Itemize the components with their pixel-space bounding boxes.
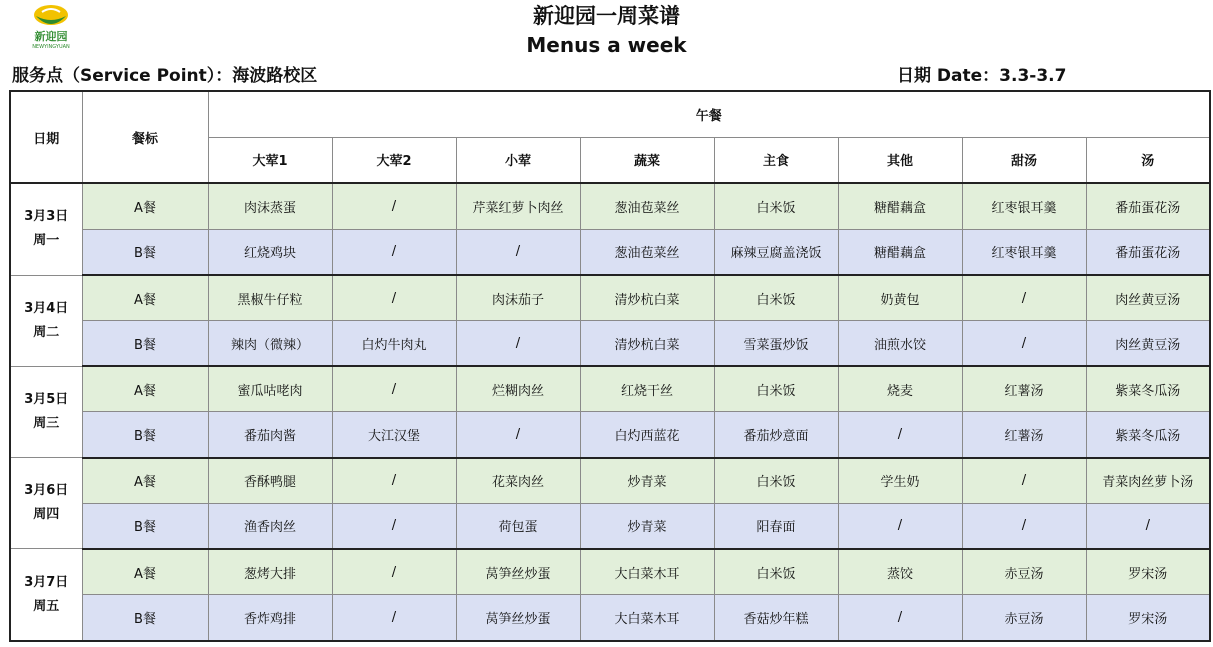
dish-cell: 番茄蛋花汤 <box>1086 183 1210 229</box>
dish-cell: / <box>332 229 456 275</box>
dish-cell: 阳春面 <box>714 503 838 549</box>
dish-cell: 大白菜木耳 <box>580 595 714 641</box>
meal-header: 餐标 <box>82 91 208 183</box>
dish-cell: 肉丝黄豆汤 <box>1086 275 1210 321</box>
day-cell <box>10 549 82 641</box>
dish-cell: 赤豆汤 <box>962 549 1086 595</box>
meal-label: B餐 <box>82 595 208 641</box>
dish-cell: / <box>332 458 456 504</box>
dish-cell: 葱油苞菜丝 <box>580 229 714 275</box>
dish-cell: 青菜肉丝萝卜汤 <box>1086 458 1210 504</box>
dish-cell: / <box>332 595 456 641</box>
table-row <box>10 412 1210 458</box>
dish-cell: 肉沫蒸蛋 <box>208 183 332 229</box>
day-weekday: 周三 <box>33 415 60 431</box>
dish-cell: 肉沫茄子 <box>456 275 580 321</box>
day-date: 3月6日 <box>24 483 69 499</box>
dish-cell: / <box>332 503 456 549</box>
day-date: 3月7日 <box>24 574 69 590</box>
dish-cell: / <box>332 366 456 412</box>
dish-cell: / <box>962 503 1086 549</box>
dish-cell: / <box>332 183 456 229</box>
dish-cell: 炒青菜 <box>580 503 714 549</box>
date-range: 日期 Date：3.3-3.7 <box>897 66 1067 86</box>
meal-label: B餐 <box>82 412 208 458</box>
dish-cell: 芹菜红萝卜肉丝 <box>456 183 580 229</box>
dish-cell: 蜜瓜咕咾肉 <box>208 366 332 412</box>
dish-cell: 白米饭 <box>714 549 838 595</box>
table-row <box>10 595 1210 641</box>
page-title: 新迎园一周菜谱 <box>533 4 680 28</box>
dish-cell: 香菇炒年糕 <box>714 595 838 641</box>
dish-cell: 白米饭 <box>714 366 838 412</box>
day-date: 3月3日 <box>24 209 69 225</box>
weekly-menu-table <box>9 90 1211 642</box>
meal-label: B餐 <box>82 503 208 549</box>
column-header: 其他 <box>838 137 962 183</box>
dish-cell: 罗宋汤 <box>1086 595 1210 641</box>
meal-label: B餐 <box>82 229 208 275</box>
table-row <box>10 549 1210 595</box>
dish-cell: 番茄炒意面 <box>714 412 838 458</box>
dish-cell: / <box>838 503 962 549</box>
column-header: 大荤1 <box>208 137 332 183</box>
lunch-header: 午餐 <box>208 91 1210 137</box>
dish-cell: / <box>1086 503 1210 549</box>
date-header: 日期 <box>10 91 82 183</box>
table-row <box>10 366 1210 412</box>
day-cell <box>10 275 82 366</box>
dish-cell: / <box>332 549 456 595</box>
column-header: 汤 <box>1086 137 1210 183</box>
dish-cell: 大白菜木耳 <box>580 549 714 595</box>
dish-cell: 油煎水饺 <box>838 321 962 367</box>
dish-cell: 紫菜冬瓜汤 <box>1086 412 1210 458</box>
dish-cell: 莴笋丝炒蛋 <box>456 595 580 641</box>
day-weekday: 周四 <box>33 507 60 523</box>
table-row <box>10 275 1210 321</box>
dish-cell: / <box>838 412 962 458</box>
dish-cell: / <box>456 412 580 458</box>
table-row <box>10 503 1210 549</box>
dish-cell: 麻辣豆腐盖浇饭 <box>714 229 838 275</box>
day-weekday: 周二 <box>33 324 60 340</box>
dish-cell: 糖醋藕盒 <box>838 183 962 229</box>
meal-label: B餐 <box>82 321 208 367</box>
day-date: 3月5日 <box>24 391 69 407</box>
meal-label: A餐 <box>82 183 208 229</box>
dish-cell: 奶黄包 <box>838 275 962 321</box>
dish-cell: 荷包蛋 <box>456 503 580 549</box>
dish-cell: / <box>962 321 1086 367</box>
dish-cell: 白灼西蓝花 <box>580 412 714 458</box>
dish-cell: 辣肉（微辣） <box>208 321 332 367</box>
dish-cell: 蒸饺 <box>838 549 962 595</box>
dish-cell: 白米饭 <box>714 183 838 229</box>
dish-cell: 白米饭 <box>714 275 838 321</box>
dish-cell: 烂糊肉丝 <box>456 366 580 412</box>
dish-cell: 香酥鸭腿 <box>208 458 332 504</box>
logo-subtext: NEWYINGYUAN <box>32 44 70 50</box>
day-weekday: 周一 <box>33 233 60 249</box>
dish-cell: 清炒杭白菜 <box>580 275 714 321</box>
dish-cell: / <box>456 229 580 275</box>
column-header: 主食 <box>714 137 838 183</box>
dish-cell: 学生奶 <box>838 458 962 504</box>
dish-cell: 黑椒牛仔粒 <box>208 275 332 321</box>
dish-cell: 红薯汤 <box>962 412 1086 458</box>
dish-cell: 清炒杭白菜 <box>580 321 714 367</box>
dish-cell: 红枣银耳羹 <box>962 229 1086 275</box>
table-row <box>10 458 1210 504</box>
meal-label: A餐 <box>82 458 208 504</box>
page-subtitle: Menus a week <box>526 33 687 57</box>
dish-cell: / <box>456 321 580 367</box>
dish-cell: 红薯汤 <box>962 366 1086 412</box>
day-cell <box>10 458 82 549</box>
column-header: 蔬菜 <box>580 137 714 183</box>
dish-cell: 烧麦 <box>838 366 962 412</box>
dish-cell: 大江汉堡 <box>332 412 456 458</box>
dish-cell: 葱烤大排 <box>208 549 332 595</box>
service-point: 服务点（Service Point）：海波路校区 <box>12 66 318 86</box>
dish-cell: 番茄蛋花汤 <box>1086 229 1210 275</box>
dish-cell: 白灼牛肉丸 <box>332 321 456 367</box>
dish-cell: / <box>962 275 1086 321</box>
day-cell <box>10 183 82 275</box>
dish-cell: 糖醋藕盒 <box>838 229 962 275</box>
dish-cell: 莴笋丝炒蛋 <box>456 549 580 595</box>
dish-cell: 罗宋汤 <box>1086 549 1210 595</box>
table-row <box>10 229 1210 275</box>
dish-cell: 红枣银耳羹 <box>962 183 1086 229</box>
dish-cell: 花菜肉丝 <box>456 458 580 504</box>
meal-label: A餐 <box>82 275 208 321</box>
meal-label: A餐 <box>82 549 208 595</box>
dish-cell: 炒青菜 <box>580 458 714 504</box>
dish-cell: 紫菜冬瓜汤 <box>1086 366 1210 412</box>
dish-cell: 肉丝黄豆汤 <box>1086 321 1210 367</box>
day-date: 3月4日 <box>24 300 69 316</box>
table-row <box>10 183 1210 229</box>
dish-cell: / <box>332 275 456 321</box>
dish-cell: 葱油苞菜丝 <box>580 183 714 229</box>
meal-label: A餐 <box>82 366 208 412</box>
dish-cell: / <box>962 458 1086 504</box>
logo-text: 新迎园 <box>34 30 68 43</box>
dish-cell: 雪菜蛋炒饭 <box>714 321 838 367</box>
table-row <box>10 321 1210 367</box>
dish-cell: 渔香肉丝 <box>208 503 332 549</box>
dish-cell: 香炸鸡排 <box>208 595 332 641</box>
dish-cell: 红烧鸡块 <box>208 229 332 275</box>
dish-cell: 赤豆汤 <box>962 595 1086 641</box>
dish-cell: / <box>838 595 962 641</box>
day-cell <box>10 366 82 457</box>
dish-cell: 番茄肉酱 <box>208 412 332 458</box>
dish-cell: 白米饭 <box>714 458 838 504</box>
column-header: 甜汤 <box>962 137 1086 183</box>
column-header: 小荤 <box>456 137 580 183</box>
day-weekday: 周五 <box>33 598 60 614</box>
column-header: 大荤2 <box>332 137 456 183</box>
dish-cell: 红烧干丝 <box>580 366 714 412</box>
